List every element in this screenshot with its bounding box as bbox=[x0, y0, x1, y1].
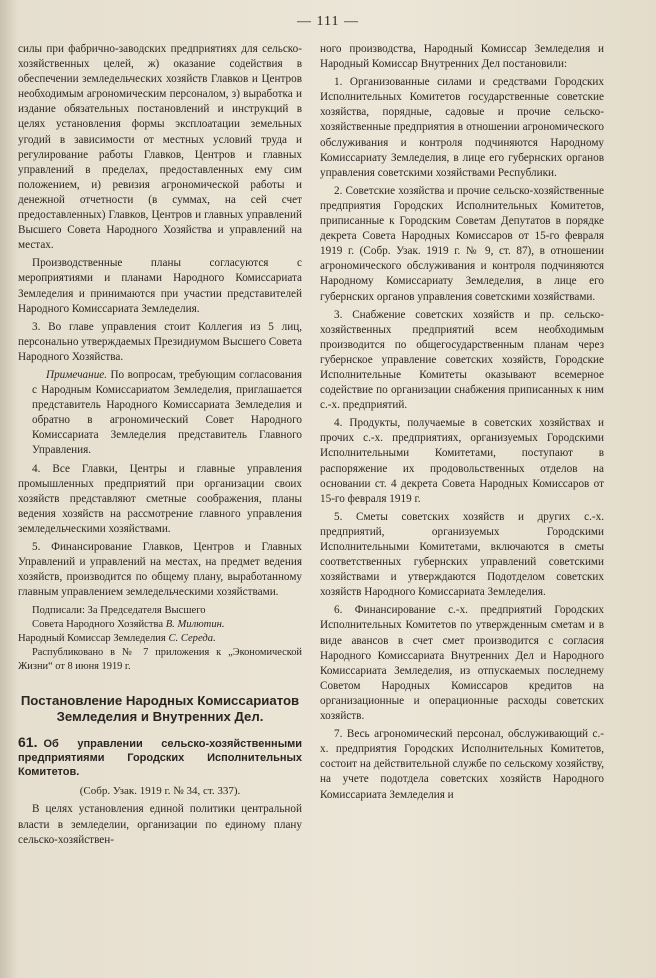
paragraph: 5. Сметы советских хозяйств и других с.-х. предприятий, организуемых Городскими Исполнительными Комитетами, включаются в сметы соответственных губернских управлений советскими хозяйствами и утверждаются Подотделом советских хозяйств Народного Комиссариата Земледелия. bbox=[320, 510, 604, 599]
note-label: Примечание. bbox=[46, 368, 108, 381]
paragraph: Производственные планы согласуются с мероприятиями и планами Народного Комиссариата Земледелия и принимаются при участии представителей Народного Комиссариата Земледелия. bbox=[18, 257, 302, 315]
decree-title: Об управлении сельско-хозяйственными предприятиями Городских Исполнительных Комитетов. bbox=[18, 738, 302, 779]
paragraph: ного производства, Народный Комиссар Земледелия и Народный Комиссар Внутренних Дел постановили: bbox=[320, 43, 604, 71]
paragraph: 6. Финансирование с.-х. предприятий Городских Исполнительных Комитетов по утвержденным сметам и в виде авансов в счет смет производится с согласия Народного Комиссариата Внутренних Дел и Народного Комиссариата Земледелия, из отпускаемых последнему Советом Народных Комиссаров кредитов на организационные и операционные расходы советских хозяйств. bbox=[320, 604, 604, 723]
right-column bbox=[320, 42, 604, 803]
decree-number: 61. bbox=[18, 734, 38, 751]
note-text: По вопросам, требующим согласования с Народным Комиссариатом Земледелия, приглашается представитель Народного Комиссариата Земледелия и обратно в агрономический Совет Народного Комиссариата Земледелия представитель Главного Управления. bbox=[32, 368, 302, 457]
paragraph: 7. Весь агрономический персонал, обслуживающий с.-х. предприятия Городских Исполнительных Комитетов, состоит на действительной службе по сельскому хозяйству, на учете подотдела советских хозяйств Народного Комиссариата Земледелия и bbox=[320, 728, 604, 801]
signatory-name: В. Милютин. bbox=[165, 619, 225, 631]
decree-heading bbox=[18, 735, 302, 779]
signatory-name: С. Середа. bbox=[168, 633, 216, 645]
note bbox=[18, 368, 302, 459]
paragraph: 4. Все Главки, Центры и главные управления промышленных предприятий при организации своих хозяйств представляют сметные соображения, планы ведения хозяйств на рассмотрение главного управления земледельческими хозяйствами. bbox=[18, 462, 302, 535]
page-number: — 111 — bbox=[297, 14, 359, 29]
signatures bbox=[18, 604, 302, 646]
signature-line: Подписали: За Председателя Высшего bbox=[32, 605, 206, 617]
paragraph: 2. Советские хозяйства и прочие сельско-хозяйственные предприятия Городских Исполнительных Комитетов, приписанные к Городским Советам Депутатов в порядке декрета Совета Народных Комиссаров от 15-го февраля 1919 г. (Собр. Узак. 1919 г. № 9, ст. 87), в отношении агрономического обслуживания и контроля подчиняются Народному Комиссариату Земледелия, в лице его губернских органов управления советскими хозяйствами. bbox=[320, 184, 604, 303]
signature-line: Народный Комиссар Земледелия С. Середа. bbox=[18, 633, 216, 645]
paragraph: В целях установления единой политики центральной власти в земледелии, организации по единому плану сельско-хозяйствен- bbox=[18, 803, 302, 846]
left-column bbox=[18, 42, 302, 848]
paragraph: силы при фабрично-заводских предприятиях для сельско-хозяйственных целей, ж) оказание содействия в обеспечении земледельческих хозяйств Главков и Центров необходимым агрономическим персоналом, з) выработка и издание обязательных постановлений и инструкций в целях установления формы эксплоатации земельных угодий в зависимости от местных условий труда и регулирование работы Главков, Центров и главных управлений в пределах, предоставленных ему сим положением, и) ревизия агрономической работы и денежной отчетности (в суммах, на сей счет предоставленных) Главков, Центров и главных управлений Высшего Совета Народного Хозяйства и управлений на местах. bbox=[18, 43, 302, 252]
decree-source: (Собр. Узак. 1919 г. № 34, ст. 337). bbox=[79, 785, 241, 798]
publication-note: Распубликовано в № 7 приложения к „Экономической Жизни“ от 8 июня 1919 г. bbox=[18, 647, 302, 672]
section-title: Постановление Народных Комиссариатов Земледелия и Внутренних Дел. bbox=[20, 693, 300, 725]
paragraph: 1. Организованные силами и средствами Городских Исполнительных Комитетов государственные советские хозяйства, порядные, садовые и прочие сельско-хозяйственные предприятия в отношении агрономического обслуживания и контроля подчиняются Народному Комиссариату Земледелия, в лице его губернских органов управления советскими хозяйствами Республики. bbox=[320, 76, 604, 179]
paragraph: 3. Во главе управления стоит Коллегия из 5 лиц, персонально утверждаемых Президиумом Высшего Совета Народного Хозяйства. bbox=[18, 320, 302, 363]
paragraph: 4. Продукты, получаемые в советских хозяйствах и прочих с.-х. предприятиях, организуемых Городскими Исполнительными Комитетами, поступают в распоряжение их продовольственных отделов на основании ст. 4 декрета Совета Народных Комиссаров от 15-го февраля 1919 г. bbox=[320, 417, 604, 505]
paragraph: 5. Финансирование Главков, Центров и Главных Управлений и управлений на местах, на предмет ведения хозяйств, производится по общему плану, выработанному главным управлением земледельческими хозяйствами. bbox=[18, 541, 302, 599]
signature-line: Совета Народного Хозяйства В. Милютин. bbox=[32, 619, 225, 631]
paragraph: 3. Снабжение советских хозяйств и пр. сельско-хозяйственных предприятий всем необходимым производится по общегосударственным планам через губернское управление советских хозяйств, Городские Исполнительные Комитеты оказывают всемерное содействие по организации снабжения приписанных к ним с.-х. предприятий. bbox=[320, 308, 604, 412]
